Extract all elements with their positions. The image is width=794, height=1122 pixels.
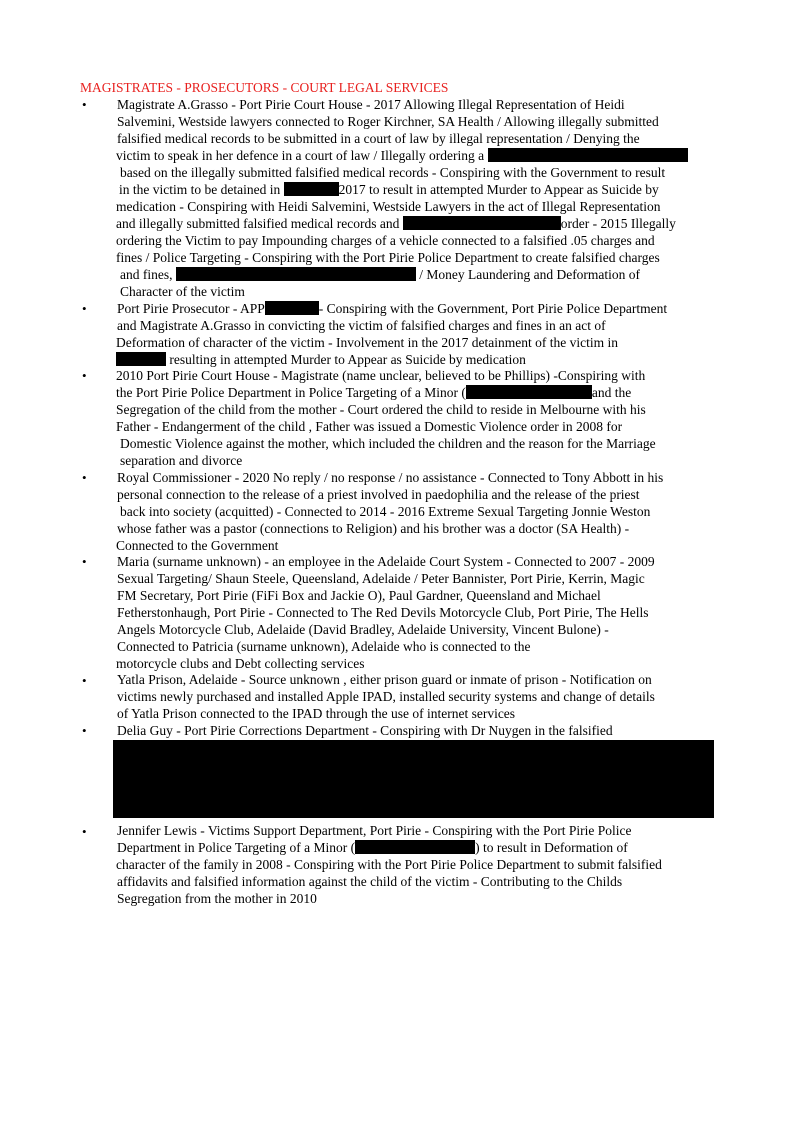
text-segment: in the victim to be detained in — [119, 182, 284, 197]
text-segment: resulting in attempted Murder to Appear as Suicide by medication — [166, 352, 526, 367]
text-segment: and fines, — [120, 267, 176, 282]
text-line: Domestic Violence against the mother, which included the children and the reason for the Marriage — [120, 436, 656, 451]
text-segment: victim to speak in her defence in a court of law / Illegally ordering a — [116, 148, 488, 163]
bullet-glyph: • — [82, 824, 87, 839]
redaction-bar — [176, 267, 416, 281]
bullet-glyph: • — [82, 554, 87, 569]
text-line: falsified medical records to be submitted in a court of law by illegal representation / Denying the — [117, 131, 640, 146]
text-line: Segregation of the child from the mother - Court ordered the child to reside in Melbourne with his — [116, 402, 646, 417]
text-line — [116, 147, 688, 164]
text-line: based on the illegally submitted falsified medical records - Conspiring with the Government to result — [120, 165, 666, 180]
text-line: Sexual Targeting/ Shaun Steele, Queensland, Adelaide / Peter Bannister, Port Pirie, Kerrin, Magic — [117, 571, 645, 586]
text-line: Yatla Prison, Adelaide - Source unknown , either prison guard or inmate of prison - Notification on — [117, 672, 652, 687]
text-line: Connected to the Government — [116, 538, 279, 553]
bullet-glyph: • — [82, 723, 87, 738]
text-line — [119, 181, 659, 198]
text-segment: - Conspiring with the Government, Port Pirie Police Department — [318, 301, 668, 316]
text-line: of Yatla Prison connected to the IPAD through the use of internet services — [117, 706, 516, 721]
text-line: victims newly purchased and installed Apple IPAD, installed security systems and change of details — [117, 689, 655, 704]
text-line: Father - Endangerment of the child , Father was issued a Domestic Violence order in 2008 for — [116, 419, 623, 434]
text-line: separation and divorce — [120, 453, 243, 468]
text-segment: the Port Pirie Police Department in Police Targeting of a Minor ( — [116, 385, 466, 400]
text-segment: Department in Police Targeting of a Minor ( — [117, 840, 356, 855]
text-line: Jennifer Lewis - Victims Support Department, Port Pirie - Conspiring with the Port Pirie Police — [117, 823, 632, 838]
text-line: and Magistrate A.Grasso in convicting the victim of falsified charges and fines in an act of — [117, 318, 606, 333]
text-line: Royal Commissioner - 2020 No reply / no response / no assistance - Connected to Tony Abbott in his — [117, 470, 664, 485]
bullet-glyph: • — [82, 673, 87, 688]
text-line: Magistrate A.Grasso - Port Pirie Court House - 2017 Allowing Illegal Representation of Heidi — [117, 97, 625, 112]
text-segment: ) to result in Deformation of — [475, 840, 628, 855]
text-line — [117, 839, 628, 856]
section-heading: MAGISTRATES - PROSECUTORS - COURT LEGAL SERVICES — [80, 80, 449, 95]
bullet-glyph: • — [82, 97, 87, 112]
text-line: Segregation from the mother in 2010 — [117, 891, 317, 906]
text-segment: Port Pirie Prosecutor - APP — [117, 301, 265, 316]
text-line: Fetherstonhaugh, Port Pirie - Connected to The Red Devils Motorcycle Club, Port Pirie, The Hells — [117, 605, 649, 620]
bullet-glyph: • — [82, 301, 87, 316]
text-line: Maria (surname unknown) - an employee in the Adelaide Court System - Connected to 2007 - 2009 — [117, 554, 655, 569]
text-line — [120, 266, 640, 283]
redaction-bar — [355, 840, 475, 854]
text-line: ordering the Victim to pay Impounding charges of a vehicle connected to a falsified .05 charges and — [116, 233, 655, 248]
text-line: fines / Police Targeting - Conspiring with the Port Pirie Police Department to create falsified charges — [116, 250, 660, 265]
text-line — [117, 300, 667, 317]
text-line: Character of the victim — [120, 284, 245, 299]
text-line: affidavits and falsified information against the child of the victim - Contributing to the Childs — [117, 874, 623, 889]
redaction-bar — [116, 352, 166, 366]
text-line: motorcycle clubs and Debt collecting services — [116, 656, 365, 671]
redaction-bar — [488, 148, 688, 162]
bullet-glyph: • — [82, 470, 87, 485]
redaction-bar — [466, 385, 592, 399]
redaction-bar — [284, 182, 339, 196]
text-segment: / Money Laundering and Deformation of — [415, 267, 641, 282]
text-line — [116, 351, 526, 368]
text-line — [116, 215, 676, 232]
text-line: Angels Motorcycle Club, Adelaide (David Bradley, Adelaide University, Vincent Bulone) - — [117, 622, 609, 637]
text-line: FM Secretary, Port Pirie (FiFi Box and Jackie O), Paul Gardner, Queensland and Michael — [117, 588, 601, 603]
text-line: whose father was a pastor (connections to Religion) and his brother was a doctor (SA Health) - — [117, 521, 630, 536]
text-segment: and illegally submitted falsified medical records and — [116, 216, 403, 231]
redaction-bar — [403, 216, 561, 230]
text-segment: and the — [591, 385, 632, 400]
text-line: Connected to Patricia (surname unknown), Adelaide who is connected to the — [117, 639, 531, 654]
text-line: medication - Conspiring with Heidi Salvemini, Westside Lawyers in the act of Illegal Representation — [116, 199, 661, 214]
text-line: Delia Guy - Port Pirie Corrections Department - Conspiring with Dr Nuygen in the falsified — [117, 723, 613, 738]
text-segment: order - 2015 Illegally — [560, 216, 676, 231]
text-line: back into society (acquitted) - Connected to 2014 - 2016 Extreme Sexual Targeting Jonnie Weston — [120, 504, 651, 519]
text-line: Salvemini, Westside lawyers connected to Roger Kirchner, SA Health / Allowing illegally submitted — [117, 114, 659, 129]
text-segment: 2017 to result in attempted Murder to Appear as Suicide by — [338, 182, 659, 197]
bullet-glyph: • — [82, 368, 87, 383]
redaction-bar — [265, 301, 319, 315]
text-line: 2010 Port Pirie Court House - Magistrate (name unclear, believed to be Phillips) -Conspiring with — [116, 368, 646, 383]
text-line: personal connection to the release of a priest involved in paedophilia and the release of the priest — [117, 487, 640, 502]
text-line: character of the family in 2008 - Conspiring with the Port Pirie Police Department to submit falsified — [116, 857, 662, 872]
text-line: Deformation of character of the victim - Involvement in the 2017 detainment of the victim in — [116, 335, 618, 350]
text-line — [116, 384, 631, 401]
redaction-block — [113, 740, 714, 818]
